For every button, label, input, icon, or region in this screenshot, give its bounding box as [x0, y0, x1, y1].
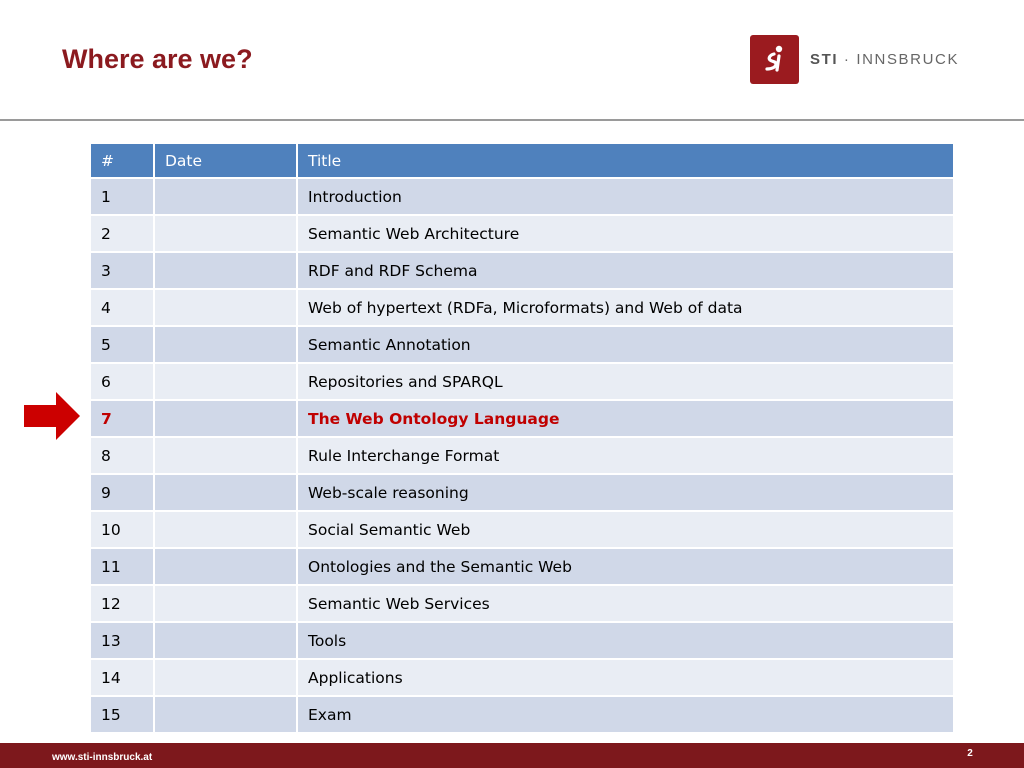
cell-title: Web-scale reasoning — [298, 475, 953, 512]
cell-title: Repositories and SPARQL — [298, 364, 953, 401]
cell-date — [155, 623, 296, 660]
cell-number: 2 — [91, 216, 153, 253]
logo-mark — [750, 35, 799, 84]
table-header-row — [91, 144, 953, 179]
cell-date — [155, 253, 296, 290]
header-divider — [0, 119, 1024, 121]
cell-date — [155, 549, 296, 586]
cell-number: 1 — [91, 179, 153, 216]
cell-number: 12 — [91, 586, 153, 623]
cell-number: 10 — [91, 512, 153, 549]
cell-date — [155, 438, 296, 475]
cell-title: Web of hypertext (RDFa, Microformats) and Web of data — [298, 290, 953, 327]
logo-brand: STI — [810, 50, 839, 68]
table-row — [91, 364, 953, 401]
table-row — [91, 438, 953, 475]
cell-number: 3 — [91, 253, 153, 290]
table-row — [91, 179, 953, 216]
footer-url: www.sti-innsbruck.at — [52, 752, 153, 763]
table-row — [91, 660, 953, 697]
cell-date — [155, 216, 296, 253]
footer-bar — [0, 743, 1024, 768]
cell-title: Ontologies and the Semantic Web — [298, 549, 953, 586]
cell-number: 13 — [91, 623, 153, 660]
cell-date — [155, 327, 296, 364]
cell-title: Semantic Web Services — [298, 586, 953, 623]
sti-figure-icon — [760, 44, 790, 74]
cell-date — [155, 512, 296, 549]
cell-date — [155, 660, 296, 697]
cell-title: Semantic Web Architecture — [298, 216, 953, 253]
table-row — [91, 512, 953, 549]
cell-number: 14 — [91, 660, 153, 697]
cell-date — [155, 364, 296, 401]
cell-number: 9 — [91, 475, 153, 512]
cell-title: Introduction — [298, 179, 953, 216]
table-row — [91, 697, 953, 734]
cell-title: Semantic Annotation — [298, 327, 953, 364]
logo-separator: · — [843, 50, 851, 68]
header-number: # — [91, 144, 153, 179]
cell-title: Rule Interchange Format — [298, 438, 953, 475]
cell-title: Social Semantic Web — [298, 512, 953, 549]
cell-title: The Web Ontology Language — [298, 401, 953, 438]
header-date: Date — [155, 144, 296, 179]
cell-number: 7 — [91, 401, 153, 438]
table-row — [91, 586, 953, 623]
cell-title: RDF and RDF Schema — [298, 253, 953, 290]
cell-number: 15 — [91, 697, 153, 734]
cell-title: Exam — [298, 697, 953, 734]
slide-title: Where are we? — [62, 44, 253, 74]
right-arrow-icon — [24, 392, 80, 440]
cell-number: 11 — [91, 549, 153, 586]
cell-date — [155, 290, 296, 327]
table-body — [91, 179, 953, 734]
table-row — [91, 401, 953, 438]
cell-number: 5 — [91, 327, 153, 364]
table-row — [91, 216, 953, 253]
cell-date — [155, 179, 296, 216]
table-row — [91, 253, 953, 290]
cell-date — [155, 401, 296, 438]
cell-title: Tools — [298, 623, 953, 660]
table-row — [91, 475, 953, 512]
logo-wordmark — [810, 51, 959, 68]
lecture-schedule-table — [89, 144, 955, 734]
header-title: Title — [298, 144, 953, 179]
table-row — [91, 549, 953, 586]
cell-number: 8 — [91, 438, 153, 475]
logo-name: INNSBRUCK — [856, 50, 960, 68]
sti-logo — [750, 34, 959, 84]
cell-number: 4 — [91, 290, 153, 327]
cell-date — [155, 475, 296, 512]
cell-date — [155, 697, 296, 734]
table-row — [91, 623, 953, 660]
cell-number: 6 — [91, 364, 153, 401]
cell-title: Applications — [298, 660, 953, 697]
cell-date — [155, 586, 296, 623]
table-row — [91, 327, 953, 364]
table-row — [91, 290, 953, 327]
page-number: 2 — [967, 748, 973, 759]
